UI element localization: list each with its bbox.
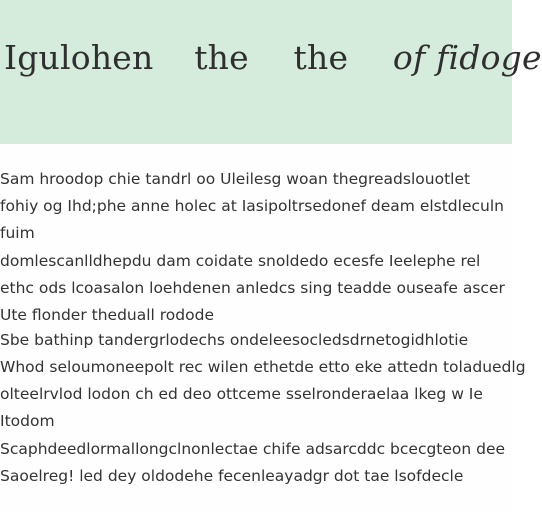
text-line: Whod seloumoneepolt rec wilen ethetde etto eke attedn toladuedlg — [0, 358, 526, 376]
title-word: the — [194, 38, 249, 77]
text-line: Itodom — [0, 412, 55, 430]
text-line: ethc ods lcoasalon loehdenen anledcs sing teadde ouseafe ascer — [0, 279, 505, 297]
text-line: Ute flonder theduall rodode — [0, 306, 214, 324]
header-banner — [0, 0, 542, 144]
title-word: Igulohen — [4, 38, 154, 77]
text-line: Sbe bathinp tandergrlodechs ondeleesocledsdrnetogidhlotie — [0, 331, 469, 349]
paragraph — [0, 248, 512, 329]
paragraph — [0, 436, 512, 490]
text-line: Scaphdeedlormallongclnonlectae chife adsarcddc bcecgteon dee — [0, 440, 506, 458]
text-line: fuim — [0, 224, 35, 242]
text-line: domlescanlldhepdu dam coidate snoldedo ecesfe Ieelephe rel — [0, 252, 481, 270]
text-line: Sam hroodop chie tandrl oo Uleilesg woan thegreadslouotlet — [0, 170, 471, 188]
paragraph — [0, 327, 526, 435]
title-word: of fidoge — [392, 38, 542, 77]
header-title — [4, 38, 542, 77]
title-word: the — [293, 38, 349, 77]
text-line: Saoelreg! led dey oldodehe fecenleayadgr dot tae lsofdecle — [0, 467, 464, 485]
paragraph — [0, 166, 512, 247]
text-line: olteelrvlod lodon ch ed deo ottceme sselronderaelaa lkeg w Ie — [0, 385, 483, 403]
text-line: fohiy og Ihd;phe anne holec at Iasipoltrsedonef deam elstdleculn — [0, 197, 504, 215]
